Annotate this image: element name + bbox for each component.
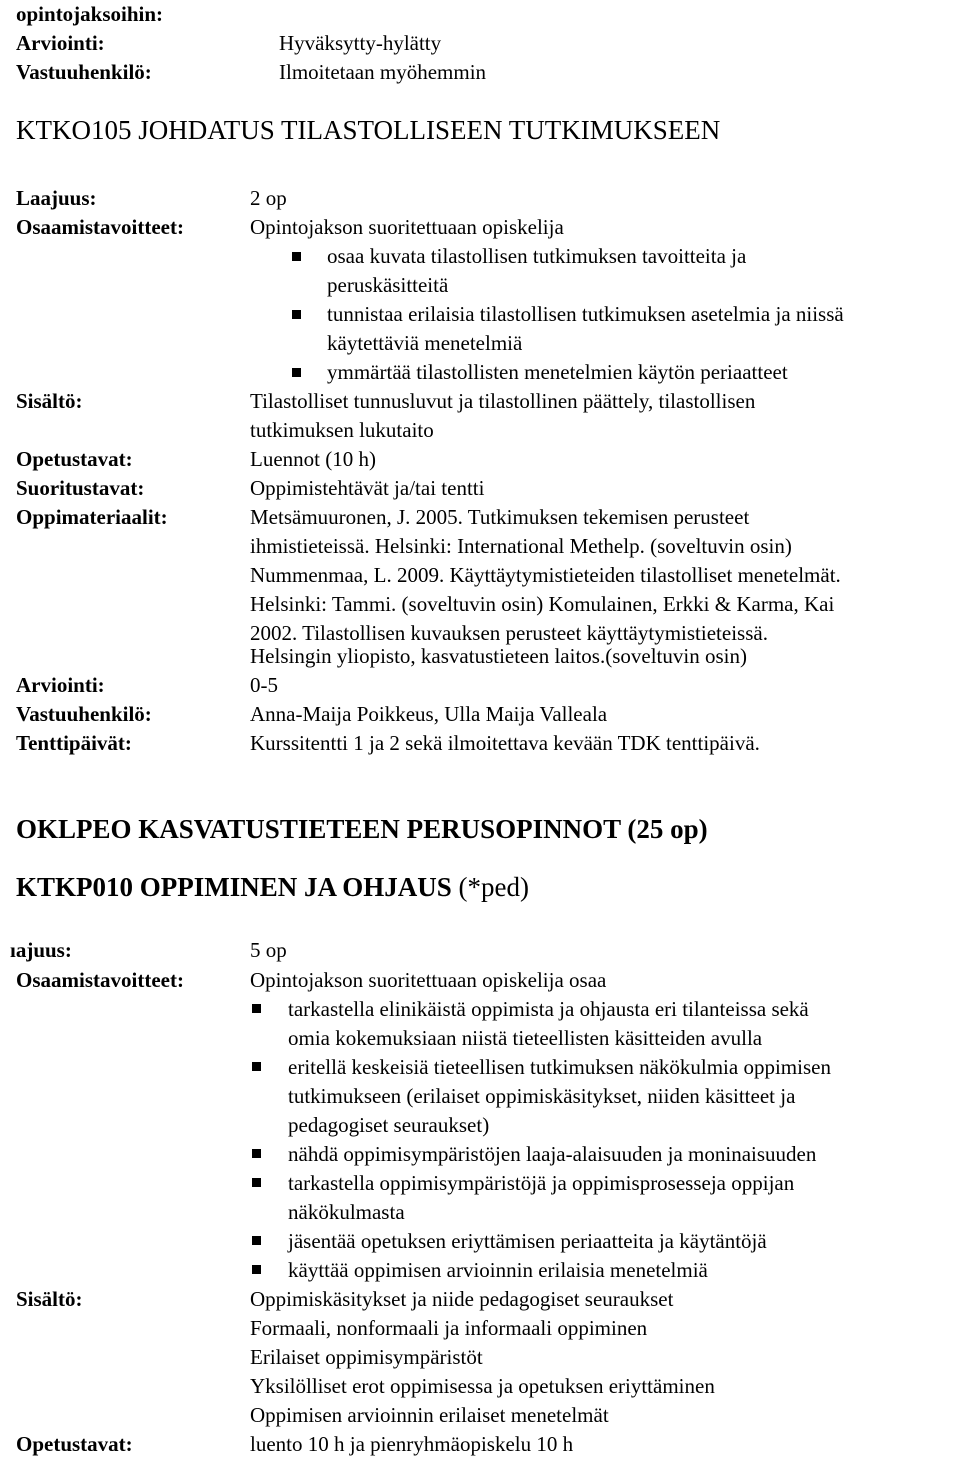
opetustavat-label: Opetustavat:	[16, 447, 133, 471]
laajuus-label: ıajuus:	[10, 938, 72, 962]
objective-item-cont: peruskäsitteitä	[327, 273, 449, 297]
suoritustavat-value: Oppimistehtävät ja/tai tentti	[250, 476, 485, 500]
objective-item: tarkastella oppimisympäristöjä ja oppimisprosesseja oppijan	[288, 1171, 795, 1195]
vastuuhenkilo-value: Anna-Maija Poikkeus, Ulla Maija Valleala	[250, 702, 608, 726]
oppimateriaalit-line: ihmistieteissä. Helsinki: International Methelp. (soveltuvin osin)	[250, 534, 792, 558]
laajuus-value: 5 op	[250, 938, 287, 962]
bullet-icon	[252, 1149, 261, 1158]
osaamistavoitteet-intro: Opintojakson suoritettuaan opiskelija osaa	[250, 968, 607, 992]
objective-item: ymmärtää tilastollisten menetelmien käytön periaatteet	[327, 360, 788, 384]
objective-item: tunnistaa erilaisia tilastollisen tutkimuksen asetelmia ja niissä	[327, 302, 844, 326]
course-title: KTKO105 JOHDATUS TILASTOLLISEEN TUTKIMUKSEEN	[16, 115, 721, 145]
objective-item: nähdä oppimisympäristöjen laaja-alaisuuden ja moninaisuuden	[288, 1142, 817, 1166]
sisalto-line: tutkimuksen lukutaito	[250, 418, 434, 442]
objective-item: jäsentää opetuksen eriyttämisen periaatteita ja käytäntöjä	[288, 1229, 767, 1253]
oppimateriaalit-line: Metsämuuronen, J. 2005. Tutkimuksen tekemisen perusteet	[250, 505, 750, 529]
bullet-icon	[252, 1062, 261, 1071]
tenttipaivat-value: Kurssitentti 1 ja 2 sekä ilmoitettava kevään TDK tenttipäivä.	[250, 731, 760, 755]
bullet-icon	[252, 1178, 261, 1187]
suoritustavat-label: Suoritustavat:	[16, 476, 145, 500]
osaamistavoitteet-intro: Opintojakson suoritettuaan opiskelija	[250, 215, 564, 239]
vastuuhenkilo-label: Vastuuhenkilö:	[16, 60, 152, 84]
osaamistavoitteet-label: Osaamistavoitteet:	[16, 968, 184, 992]
sisalto-line: Yksilölliset erot oppimisessa ja opetuksen eriyttäminen	[250, 1374, 715, 1398]
oppimateriaalit-label: Oppimateriaalit:	[16, 505, 168, 529]
sisalto-line: Oppimisen arvioinnin erilaiset menetelmät	[250, 1403, 609, 1427]
objective-item-cont: käytettäviä menetelmiä	[327, 331, 523, 355]
bullet-icon	[292, 252, 301, 261]
osaamistavoitteet-label: Osaamistavoitteet:	[16, 215, 184, 239]
section-heading-fragment: opintojaksoihin:	[16, 2, 164, 26]
bullet-icon	[292, 368, 301, 377]
objective-item: eritellä keskeisiä tieteellisen tutkimuksen näkökulmia oppimisen	[288, 1055, 831, 1079]
section-title: OKLPEO KASVATUSTIETEEN PERUSOPINNOT (25 op)	[16, 814, 708, 844]
vastuuhenkilo-value: Ilmoitetaan myöhemmin	[279, 60, 487, 84]
objective-item-cont: pedagogiset seuraukset)	[288, 1113, 490, 1137]
arviointi-value: 0-5	[250, 673, 278, 697]
objective-item-cont: omia kokemuksiaan niistä tieteellisten käsitteiden avulla	[288, 1026, 763, 1050]
oppimateriaalit-line: Helsingin yliopisto, kasvatustieteen laitos.(soveltuvin osin)	[250, 644, 747, 668]
sisalto-line: Oppimiskäsitykset ja niide pedagogiset seuraukset	[250, 1287, 674, 1311]
laajuus-label: Laajuus:	[16, 186, 97, 210]
oppimateriaalit-line: Helsinki: Tammi. (soveltuvin osin) Komulainen, Erkki & Karma, Kai	[250, 592, 835, 616]
sisalto-line: Tilastolliset tunnusluvut ja tilastollinen päättely, tilastollisen	[250, 389, 756, 413]
bullet-icon	[252, 1265, 261, 1274]
objective-item: osaa kuvata tilastollisen tutkimuksen tavoitteita ja	[327, 244, 747, 268]
sisalto-label: Sisältö:	[16, 389, 83, 413]
arviointi-label: Arviointi:	[16, 31, 105, 55]
bullet-icon	[252, 1236, 261, 1245]
objective-item: tarkastella elinikäistä oppimista ja ohjausta eri tilanteissa sekä	[288, 997, 809, 1021]
arviointi-label: Arviointi:	[16, 673, 105, 697]
oppimateriaalit-line: Nummenmaa, L. 2009. Käyttäytymistieteiden tilastolliset menetelmät.	[250, 563, 841, 587]
course-title-suffix: (*ped)	[451, 872, 529, 902]
oppimateriaalit-line: 2002. Tilastollisen kuvauksen perusteet käyttäytymistieteissä.	[250, 621, 768, 645]
sisalto-line: Erilaiset oppimisympäristöt	[250, 1345, 483, 1369]
objective-item-cont: näkökulmasta	[288, 1200, 405, 1224]
laajuus-value: 2 op	[250, 186, 287, 210]
opetustavat-value: Luennot (10 h)	[250, 447, 376, 471]
course-code-title: KTKP010 OPPIMINEN JA OHJAUS	[16, 872, 452, 902]
bullet-icon	[252, 1004, 261, 1013]
objective-item-cont: tutkimukseen (erilaiset oppimiskäsitykset, niiden käsitteet ja	[288, 1084, 796, 1108]
sisalto-label: Sisältö:	[16, 1287, 83, 1311]
opetustavat-label: Opetustavat:	[16, 1432, 133, 1456]
arviointi-value: Hyväksytty-hylätty	[279, 31, 442, 55]
sisalto-line: Formaali, nonformaali ja informaali oppiminen	[250, 1316, 648, 1340]
tenttipaivat-label: Tenttipäivät:	[16, 731, 132, 755]
opetustavat-value: luento 10 h ja pienryhmäopiskelu 10 h	[250, 1432, 574, 1456]
objective-item: käyttää oppimisen arvioinnin erilaisia menetelmiä	[288, 1258, 708, 1282]
course-title	[16, 873, 529, 902]
bullet-icon	[292, 310, 301, 319]
vastuuhenkilo-label: Vastuuhenkilö:	[16, 702, 152, 726]
